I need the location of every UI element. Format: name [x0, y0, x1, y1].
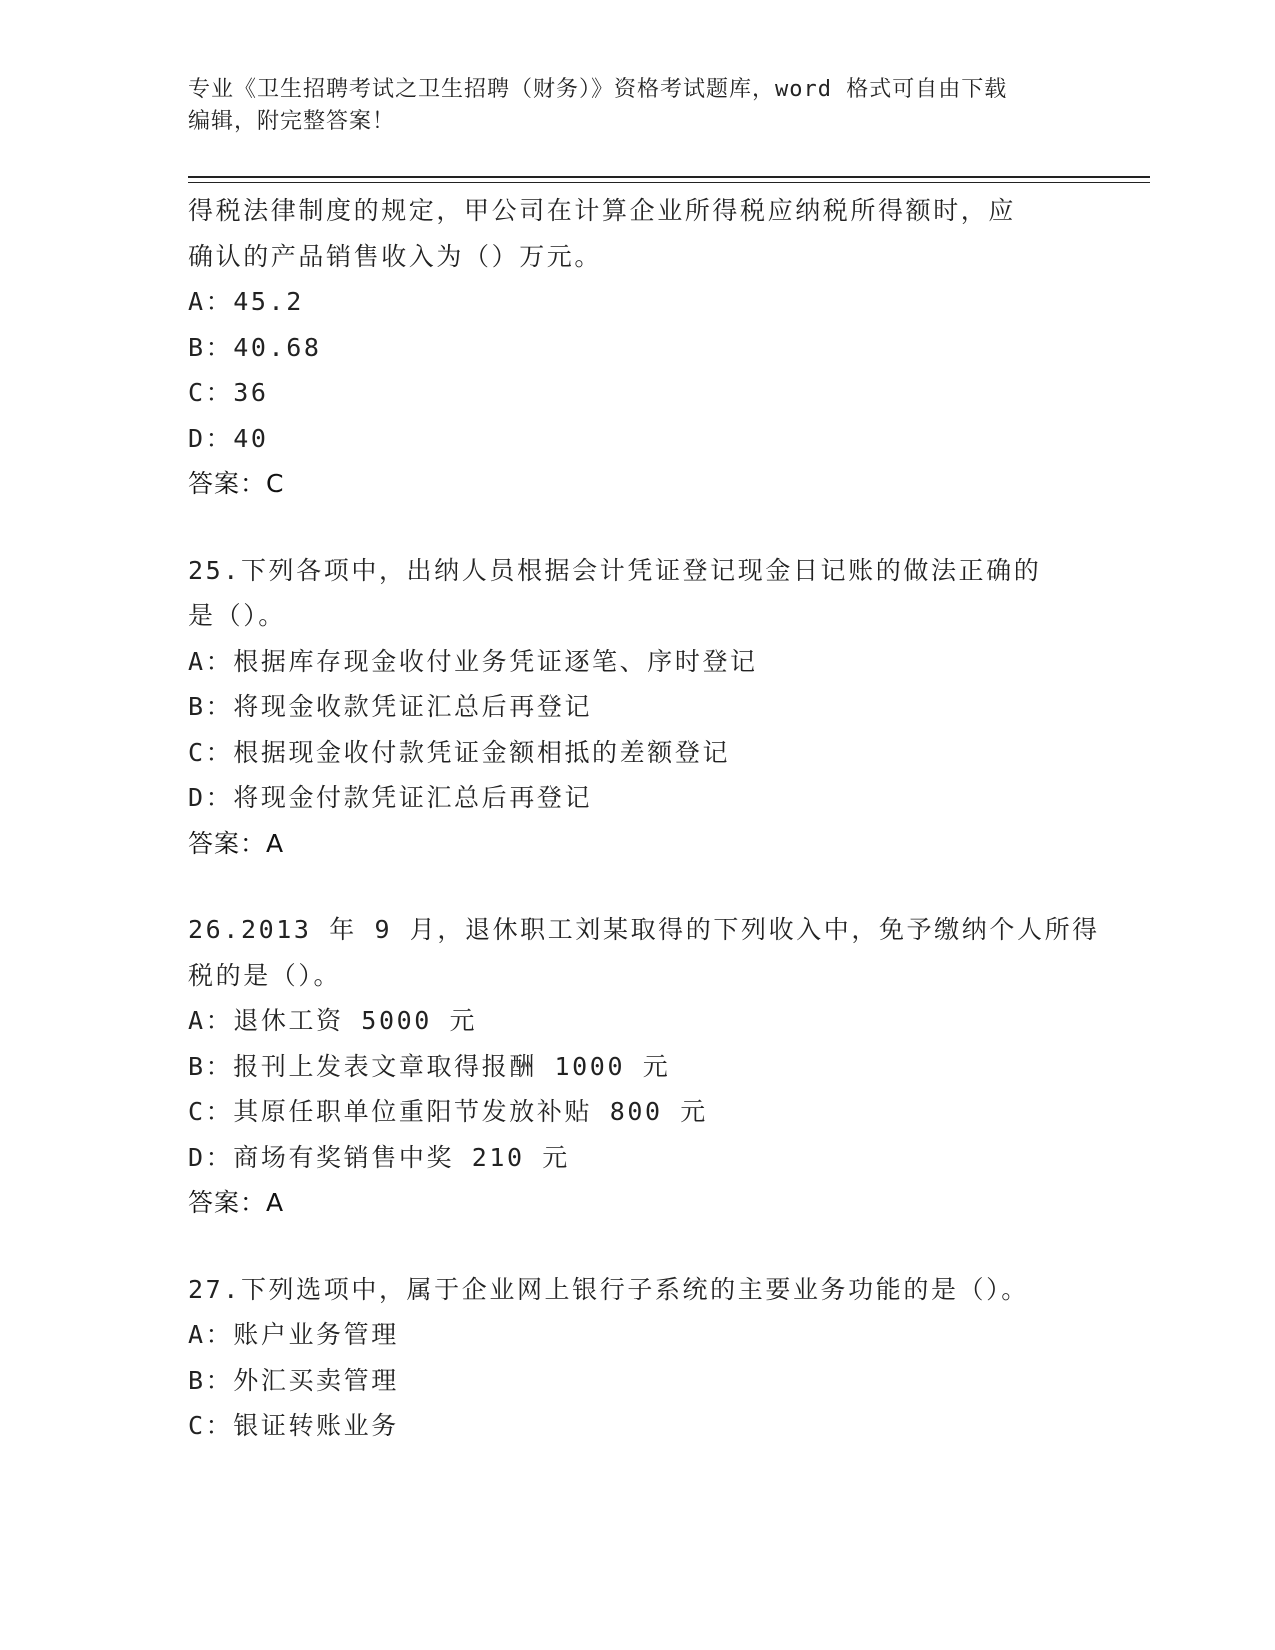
option-b: B：报刊上发表文章取得报酬 1000 元	[188, 1051, 671, 1081]
answer-label: 答案：A	[188, 1188, 285, 1217]
question-spacer	[188, 507, 1108, 548]
option-c: C：根据现金收付款凭证金额相抵的差额登记	[188, 737, 731, 767]
option-a: A：45.2	[188, 287, 304, 316]
option-a: A：退休工资 5000 元	[188, 1006, 478, 1035]
question-text-line: 确认的产品销售收入为（）万元。	[188, 241, 603, 271]
question-text-line: 税的是（）。	[188, 960, 342, 990]
question-list	[188, 188, 1108, 1449]
option-d: D：40	[188, 423, 269, 453]
option-d: D：将现金付款凭证汇总后再登记	[188, 783, 593, 812]
option-b: B：将现金收款凭证汇总后再登记	[188, 692, 593, 721]
question-25	[188, 548, 1108, 867]
option-a: A：账户业务管理	[188, 1320, 399, 1349]
question-text-line: 27.下列选项中，属于企业网上银行子系统的主要业务功能的是（）。	[188, 1274, 1029, 1304]
answer-label: 答案：C	[188, 469, 285, 498]
option-a: A：根据库存现金收付业务凭证逐笔、序时登记	[188, 646, 758, 676]
header-divider-thin	[188, 182, 1150, 183]
question-24	[188, 188, 1108, 507]
option-d: D：商场有奖销售中奖 210 元	[188, 1142, 570, 1172]
option-c: C：银证转账业务	[188, 1411, 399, 1440]
option-c: C：36	[188, 378, 269, 407]
question-text-line: 25.下列各项中，出纳人员根据会计凭证登记现金日记账的做法正确的	[188, 555, 1042, 585]
question-text-line: 得税法律制度的规定，甲公司在计算企业所得税应纳税所得额时，应	[188, 196, 1017, 225]
answer-label: 答案：A	[188, 828, 285, 858]
option-b: B：外汇买卖管理	[188, 1365, 399, 1395]
header-divider-thick	[188, 176, 1150, 178]
question-spacer	[188, 866, 1108, 907]
question-26	[188, 907, 1108, 1226]
option-c: C：其原任职单位重阳节发放补贴 800 元	[188, 1097, 708, 1126]
header-line-2: 编辑，附完整答案！	[188, 109, 396, 134]
document-header	[188, 74, 1088, 138]
question-27	[188, 1267, 1108, 1449]
question-text-line: 是（）。	[188, 601, 286, 630]
option-b: B：40.68	[188, 332, 322, 362]
question-spacer	[188, 1226, 1108, 1267]
question-text-line: 26.2013 年 9 月，退休职工刘某取得的下列收入中，免予缴纳个人所得	[188, 915, 1100, 944]
header-line-1: 专业《卫生招聘考试之卫生招聘（财务）》资格考试题库，word 格式可自由下载	[188, 77, 1008, 102]
